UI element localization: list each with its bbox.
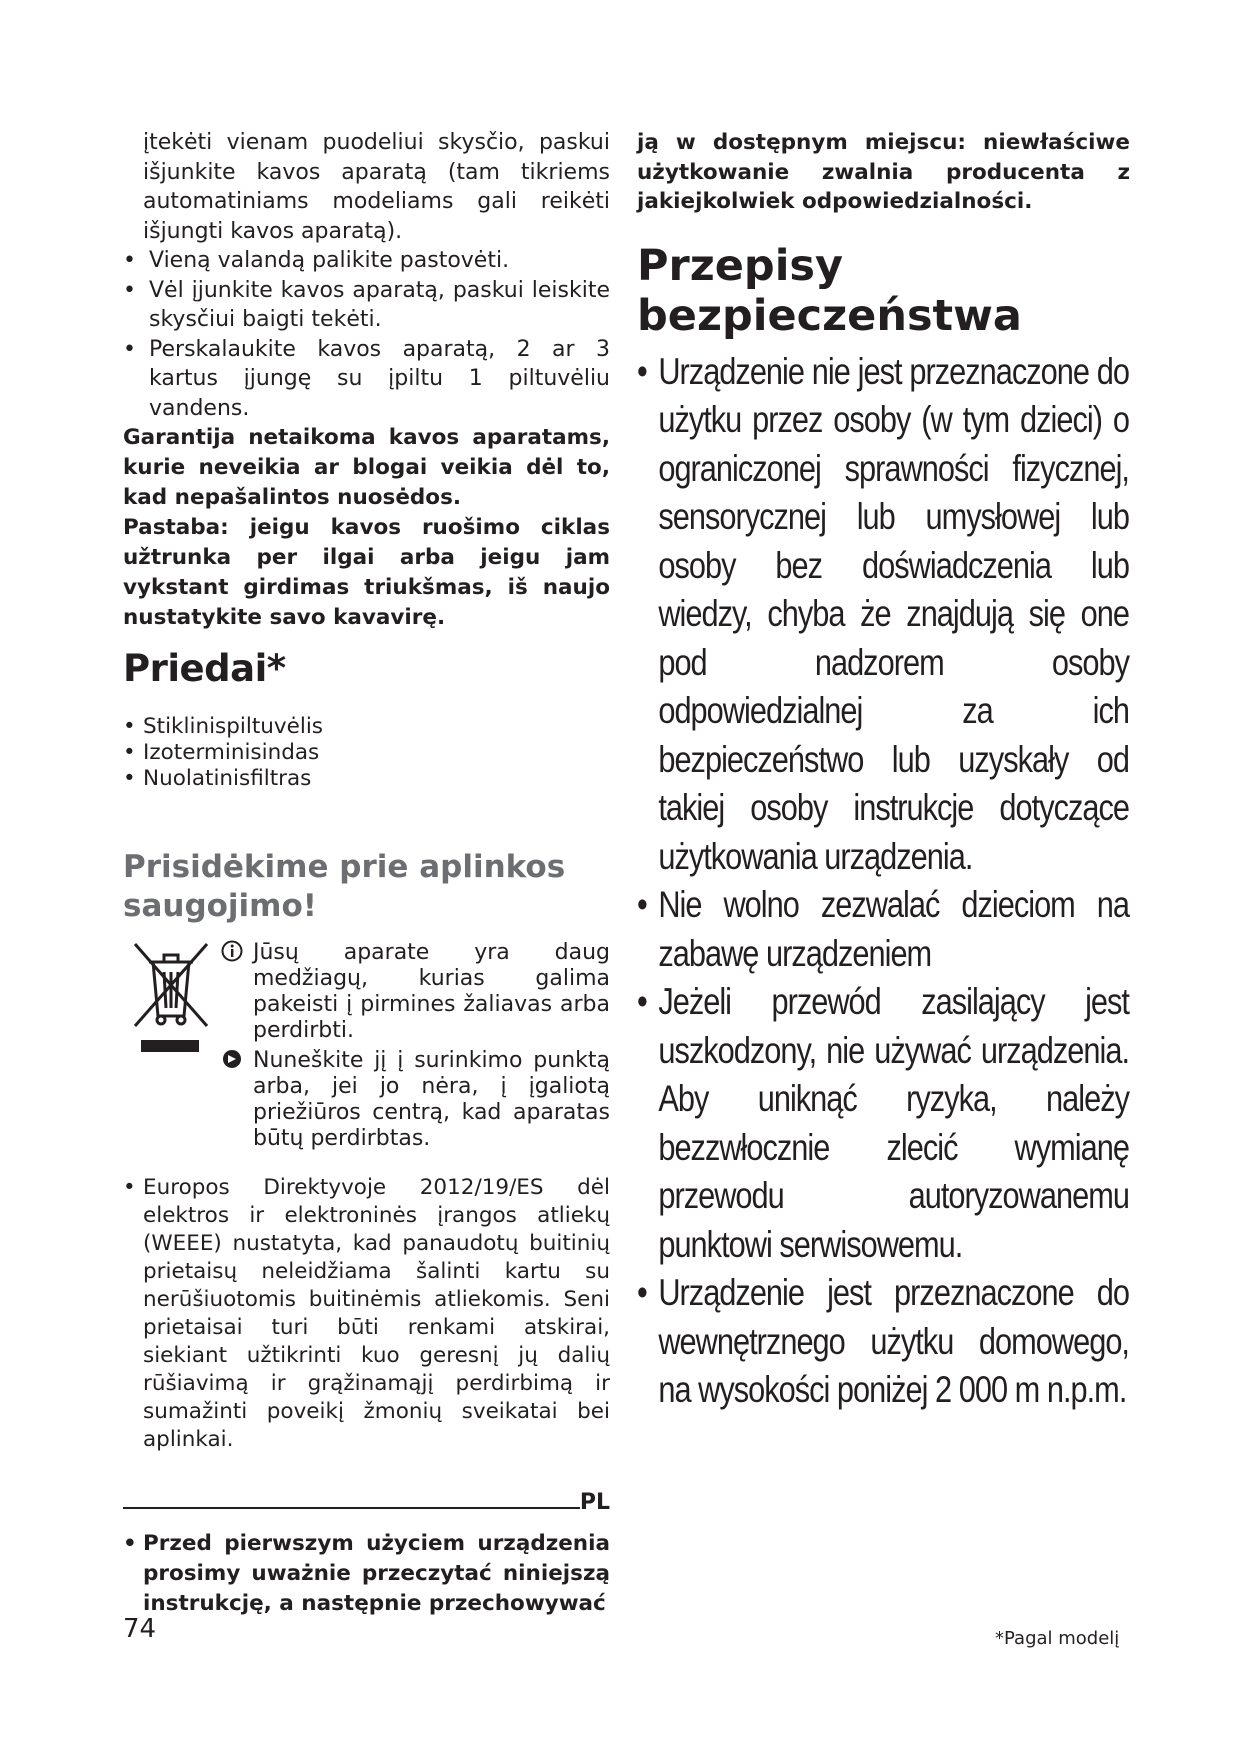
bullet-icon: • bbox=[123, 740, 136, 765]
bullet-icon: • bbox=[637, 883, 647, 925]
list-item: • Stiklinispiltuvėlis bbox=[123, 714, 323, 739]
left-column bbox=[123, 128, 610, 1619]
bullet-icon: • bbox=[637, 349, 647, 392]
continued-bold-paragraph: ją w dostępnym miejscu: niewłaściwe użytkowanie zwalnia producenta z jakiejkolwiek odpowiedzialności. bbox=[637, 130, 1130, 214]
accessories-heading: Priedai* bbox=[123, 647, 286, 690]
bullet-icon: • bbox=[123, 277, 136, 303]
page-number: 74 bbox=[123, 1614, 157, 1644]
bullet-icon: • bbox=[123, 1531, 137, 1556]
bin-bar bbox=[141, 1040, 199, 1052]
list-item: • Vėl įjunkite kavos aparatą, paskui leiskite skysčiui baigti tekėti. bbox=[123, 276, 610, 335]
list-item: • Urządzenie jest przeznaczone do wewnętrznego użytku domowego, na wysokości poniżej 2 000 m n.p.m. bbox=[637, 1268, 1129, 1414]
safety-list bbox=[637, 347, 1129, 1414]
bullet-icon: • bbox=[123, 714, 136, 739]
bullet-icon: • bbox=[123, 766, 136, 791]
list-item: • Urządzenie nie jest przeznaczone do użytku przez osoby (w tym dzieci) o ograniczonej sprawności fizycznej, sensorycznej lub umysłowej lub osoby bez doświadczenia lub wiedzy, chyba że znajdują się one pod nadzorem osoby odpowiedzialnej za ich bezpieczeństwo lub uzyskały od takiej osoby instrukcje dotyczące użytkowania urządzenia. bbox=[637, 347, 1129, 881]
bullet-icon: • bbox=[123, 248, 136, 273]
list-item: • Perskalaukite kavos aparatą, 2 ar 3 kartus įjungę su įpiltu 1 piltuvėliu vandens. bbox=[123, 335, 610, 424]
bullet-icon: • bbox=[123, 336, 136, 362]
accessories-list bbox=[123, 714, 610, 792]
bullet-icon: • bbox=[637, 980, 647, 1022]
info-icon bbox=[221, 940, 253, 1044]
list-item: • Jeżeli przewód zasilający jest uszkodzony, nie używać urządzenia. Aby uniknąć ryzyka, należy bezzwłocznie zlecić wymianę przewodu autoryzowanemu punktowi serwisowemu. bbox=[637, 977, 1129, 1268]
pl-intro: • Przed pierwszym użyciem urządzenia prosimy uważnie przeczytać niniejszą instrukcję, a następnie przechowywać bbox=[123, 1529, 610, 1619]
environment-action: Nuneškite jį į surinkimo punktą arba, jei jo nėra, į įgaliotą priežiūros centrą, kad aparatas būtų perdirbtas. bbox=[253, 1048, 610, 1151]
bullet-icon: • bbox=[123, 1175, 136, 1200]
crossed-bin-icon bbox=[123, 940, 221, 1050]
list-item: • Nuolatinisfiltras bbox=[123, 766, 312, 791]
language-label: PL bbox=[579, 1490, 610, 1515]
list-item: • Nie wolno zezwalać dzieciom na zabawę urządzeniem bbox=[637, 880, 1129, 977]
continued-paragraph: įtekėti vienam puodeliui skysčio, paskui išjunkite kavos aparatą (tam tikriems automatiniams modeliams gali reikėti išjungti kavos aparatą). bbox=[143, 130, 610, 244]
remark-note: Pastaba: jeigu kavos ruošimo ciklas užtrunka per ilgai arba jeigu jam vykstant girdimas triukšmas, iš naujo nustatykite savo kavavirę. bbox=[123, 515, 610, 630]
environment-block bbox=[123, 940, 610, 1152]
bullet-icon: • bbox=[637, 1271, 647, 1313]
footnote: *Pagal modelį bbox=[995, 1628, 1120, 1649]
environment-heading: Prisidėkime prie aplinkos saugojimo! bbox=[123, 849, 566, 924]
divider-line bbox=[123, 1507, 580, 1509]
list-item: • Vieną valandą palikite pastovėti. bbox=[123, 246, 610, 276]
list-item: • Izoterminisindas bbox=[123, 740, 320, 765]
warranty-note: Garantija netaikoma kavos aparatams, kurie neveikia ar blogai veikia dėl to, kad nepašalintos nuosėdos. bbox=[123, 425, 610, 510]
safety-heading: Przepisy bezpieczeństwa bbox=[637, 240, 1022, 341]
right-column bbox=[637, 128, 1130, 1414]
language-divider bbox=[123, 1490, 610, 1515]
environment-text bbox=[221, 940, 610, 1152]
arrow-icon bbox=[221, 1048, 253, 1152]
weee-paragraph: • Europos Direktyvoje 2012/19/ES dėl elektros ir elektroninės įrangos atliekų (WEEE) nustatyta, kad panaudotų buitinių prietaisų neleidžiama šalinti kartu su nerūšiuotomis buitinėmis atliekomis. Seni prietaisai turi būti renkami atskirai, siekiant užtikrinti kuo geresnį jų dalių rūšiavimą ir grąžinamąjį perdirbimą ir sumažinti poveikį žmonių sveikatai bei aplinkai. bbox=[123, 1175, 610, 1452]
environment-info: Jūsų aparate yra daug medžiagų, kurias galima pakeisti į pirmines žaliavas arba perdirbti. bbox=[253, 940, 610, 1043]
